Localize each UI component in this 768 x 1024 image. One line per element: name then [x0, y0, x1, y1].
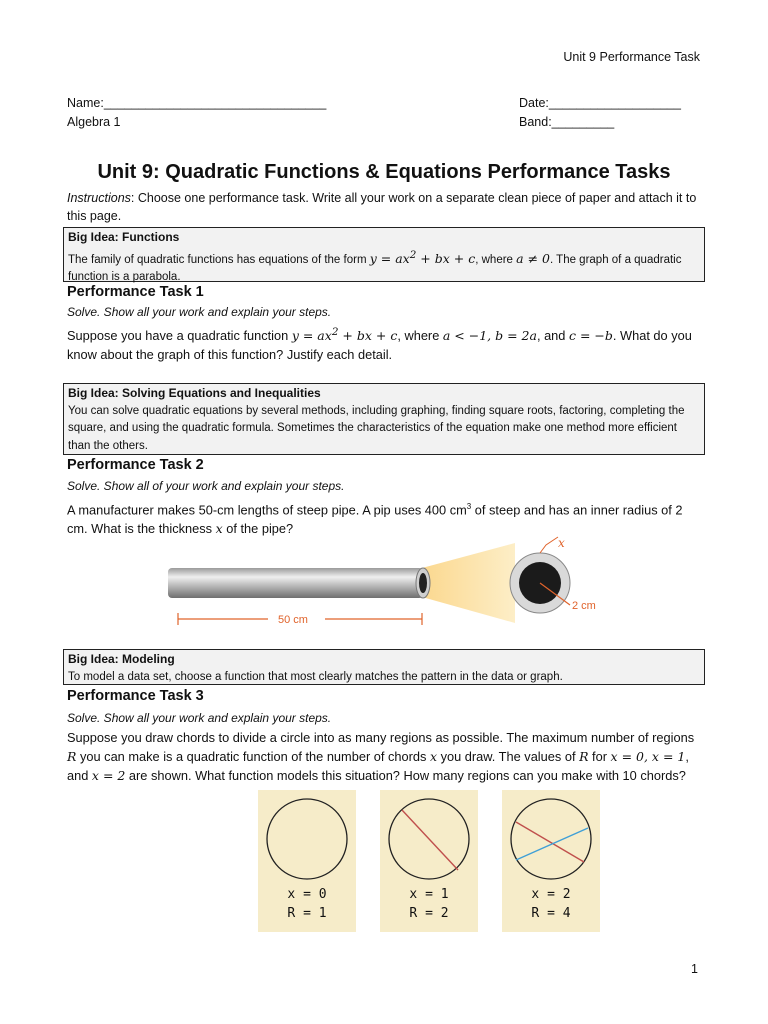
- prompt-text: you draw. The values of: [437, 749, 580, 764]
- x-value-label: x = 0: [287, 887, 327, 902]
- chord-panel-0: [258, 790, 356, 932]
- x-value-label: x = 1: [409, 887, 449, 902]
- eq-part: y = ax: [369, 250, 410, 266]
- instructions-text: : Choose one performance task. Write all your work on a separate clean piece of paper and attach it to this page.: [67, 191, 697, 223]
- eq-part: y = ax: [291, 328, 332, 344]
- equation: [369, 248, 476, 266]
- condition: a < −1, b = 2a: [442, 328, 537, 344]
- r-value-label: R = 2: [409, 906, 449, 921]
- header-task-label: Unit 9 Performance Task: [563, 50, 700, 64]
- variable: R: [67, 749, 77, 764]
- thickness-leader: [540, 537, 558, 553]
- big-idea-modeling-box: [63, 649, 705, 685]
- condition: x = 0, x = 1: [610, 749, 686, 764]
- page-title: Unit 9: Quadratic Functions & Equations Performance Tasks: [97, 161, 671, 183]
- prompt-text: A manufacturer makes 50-cm lengths of steep pipe. A pip uses 400 cm: [67, 502, 467, 518]
- pipe-figure: [160, 535, 620, 635]
- task1-heading: Performance Task 1: [67, 284, 204, 300]
- prompt-text: of the pipe?: [222, 521, 294, 537]
- variable: R: [579, 749, 589, 764]
- variable: x: [429, 749, 438, 764]
- box-text: You can solve quadratic equations by several methods, including graphing, finding square roots, factoring, completing the square, and using the quadratic formula. Sometimes the characteristics of the equation make one method more efficient than the others.: [68, 404, 685, 452]
- instructions-label: Instructions: [67, 191, 131, 205]
- prompt-text: Suppose you draw chords to divide a circle into as many regions as possible. The maximum number of regions: [67, 730, 695, 745]
- pipe-opening: [419, 573, 427, 593]
- prompt-text: for: [588, 749, 611, 764]
- eq-exponent: 2: [331, 326, 339, 338]
- eq-exponent: 2: [409, 248, 417, 261]
- chord-red: [402, 810, 458, 870]
- band-field: Band:_________: [519, 115, 615, 129]
- task2-instruction: Solve. Show all of your work and explain your steps.: [67, 479, 345, 493]
- condition: c = −b: [568, 328, 613, 344]
- box-title: Big Idea: Functions: [68, 230, 180, 244]
- thickness-label: x: [558, 536, 565, 550]
- name-field: Name:________________________________: [67, 96, 327, 110]
- course-label: Algebra 1: [67, 115, 121, 129]
- pipe-body: [168, 568, 423, 598]
- prompt-text: of steep and has an inner radius of 2 cm. What is the thickness: [67, 502, 683, 537]
- page-number: 1: [691, 962, 698, 976]
- prompt-text: are shown. What function models this situation? How many regions can you make with 10 chords?: [125, 768, 686, 783]
- radius-label: 2 cm: [572, 600, 596, 612]
- task3-instruction: Solve. Show all your work and explain your steps.: [67, 711, 332, 725]
- prompt-text: , and: [536, 328, 569, 344]
- length-label: 50 cm: [278, 614, 308, 626]
- prompt-text: , where: [397, 328, 443, 344]
- task1-prompt: [67, 323, 703, 364]
- circle: [511, 799, 591, 879]
- task3-heading: Performance Task 3: [67, 688, 204, 704]
- prompt-text: you can make is a quadratic function of the number of chords: [76, 749, 430, 764]
- prompt-text: . What do you know about the graph of this function? Justify each detail.: [67, 328, 692, 363]
- exponent: 3: [466, 502, 472, 511]
- big-idea-functions-box: [63, 227, 705, 282]
- chord-panel-2: [502, 790, 600, 932]
- task1-instruction: Solve. Show all your work and explain your steps.: [67, 305, 332, 319]
- condition: x = 2: [91, 768, 126, 783]
- date-field: Date:___________________: [519, 96, 681, 110]
- task3-prompt: [67, 728, 703, 785]
- box-title: Big Idea: Solving Equations and Inequalities: [68, 386, 321, 400]
- x-value-label: x = 2: [531, 887, 571, 902]
- box-text: , where: [475, 253, 517, 266]
- variable: x: [215, 521, 223, 537]
- condition: a ≠ 0: [516, 250, 550, 266]
- task2-prompt: [67, 497, 703, 538]
- projection-beam: [422, 543, 515, 623]
- prompt-text: , and: [67, 749, 689, 783]
- chord-panel-1: [380, 790, 478, 932]
- task2-heading: Performance Task 2: [67, 457, 204, 473]
- big-idea-solving-box: [63, 383, 705, 455]
- circle: [267, 799, 347, 879]
- instructions: [67, 189, 699, 225]
- equation: [292, 328, 398, 343]
- box-text: The family of quadratic functions has equations of the form: [68, 253, 370, 266]
- chord-blue: [516, 828, 588, 860]
- r-value-label: R = 4: [531, 906, 571, 921]
- r-value-label: R = 1: [287, 906, 327, 921]
- eq-part: + bx + c: [338, 328, 398, 344]
- prompt-text: Suppose you have a quadratic function: [67, 328, 292, 344]
- box-text: To model a data set, choose a function that most clearly matches the pattern in the data or graph.: [68, 670, 563, 683]
- box-text: . The graph of a quadratic function is a parabola.: [68, 253, 682, 284]
- eq-part: + bx + c: [416, 250, 476, 266]
- box-title: Big Idea: Modeling: [68, 652, 175, 666]
